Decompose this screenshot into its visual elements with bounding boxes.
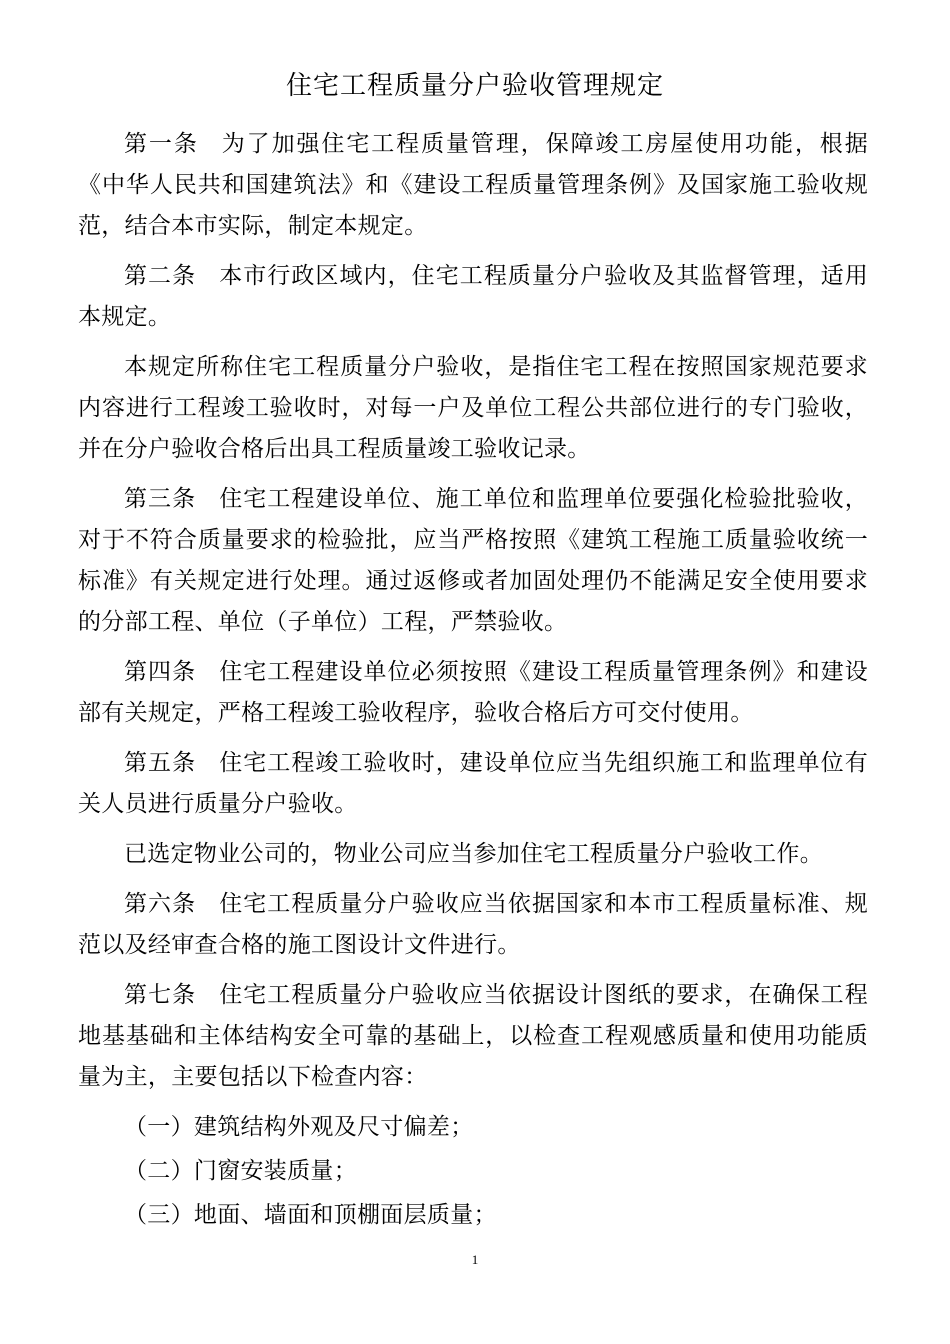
article-5 xyxy=(78,743,868,825)
inspection-item-3 xyxy=(78,1195,868,1236)
document-title: 住宅工程质量分户验收管理规定 xyxy=(285,71,664,101)
article-text: 住宅工程建设单位必须按照《建设工程质量管理条例》和建设部有关规定，严格工程竣工验收程序，验收合格后方可交付使用。 xyxy=(78,659,868,726)
article-1 xyxy=(78,124,868,247)
article-text: 本市行政区域内，住宅工程质量分户验收及其监督管理，适用本规定。 xyxy=(78,263,868,330)
article-number: 第四条 xyxy=(124,659,197,685)
article-number: 第三条 xyxy=(124,486,197,512)
article-text: 为了加强住宅工程质量管理，保障竣工房屋使用功能，根据《中华人民共和国建筑法》和《建设工程质量管理条例》及国家施工验收规范，结合本市实际，制定本规定。 xyxy=(78,131,868,239)
article-text: 住宅工程质量分户验收应当依据国家和本市工程质量标准、规范以及经审查合格的施工图设计文件进行。 xyxy=(78,891,868,958)
article-number: 第一条 xyxy=(124,131,199,157)
article-text: 住宅工程建设单位、施工单位和监理单位要强化检验批验收，对于不符合质量要求的检验批，应当严格按照《建筑工程施工质量验收统一标准》有关规定进行处理。通过返修或者加固处理仍不能满足安全使用要求的分部工程、单位（子单位）工程，严禁验收。 xyxy=(78,486,868,635)
article-7 xyxy=(78,975,868,1098)
article-5-supplement xyxy=(78,834,868,875)
paragraph-text: 已选定物业公司的，物业公司应当参加住宅工程质量分户验收工作。 xyxy=(124,841,823,867)
document-body xyxy=(78,124,868,1239)
item-text: （三）地面、墙面和顶棚面层质量； xyxy=(124,1202,497,1228)
paragraph-text: 本规定所称住宅工程质量分户验收，是指住宅工程在按照国家规范要求内容进行工程竣工验收时，对每一户及单位工程公共部位进行的专门验收，并在分户验收合格后出具工程质量竣工验收记录。 xyxy=(78,354,868,462)
inspection-item-1 xyxy=(78,1107,868,1148)
article-number: 第六条 xyxy=(124,891,197,917)
article-2 xyxy=(78,256,868,338)
article-number: 第二条 xyxy=(124,263,197,289)
item-text: （一）建筑结构外观及尺寸偏差； xyxy=(124,1114,474,1140)
article-text: 住宅工程质量分户验收应当依据设计图纸的要求，在确保工程地基基础和主体结构安全可靠的基础上，以检查工程观感质量和使用功能质量为主，主要包括以下检查内容： xyxy=(78,982,868,1090)
article-number: 第七条 xyxy=(124,982,197,1008)
article-text: 住宅工程竣工验收时，建设单位应当先组织施工和监理单位有关人员进行质量分户验收。 xyxy=(78,750,868,817)
item-text: （二）门窗安装质量； xyxy=(124,1158,357,1184)
article-number: 第五条 xyxy=(124,750,197,776)
article-4 xyxy=(78,652,868,734)
page-number: 1 xyxy=(471,1252,479,1267)
article-6 xyxy=(78,884,868,966)
article-3 xyxy=(78,479,868,643)
article-2-definition xyxy=(78,347,868,470)
inspection-item-2 xyxy=(78,1151,868,1192)
